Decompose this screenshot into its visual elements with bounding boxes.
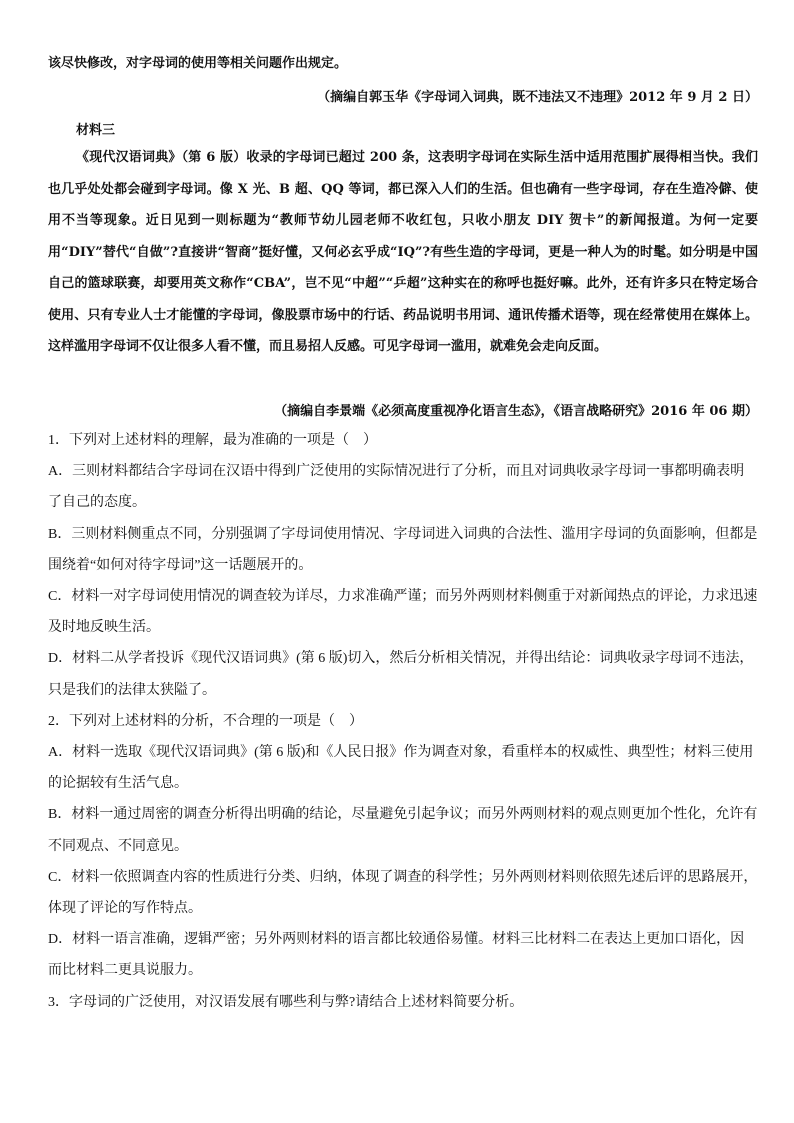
question-1-option-d: D．材料二从学者投诉《现代汉语词典》(第 6 版)切入，然后分析相关情况，并得出结论：词典收录字母词不违法，只是我们的法律太狭隘了。 (48, 651, 754, 698)
source-citation-two: （摘编自郭玉华《字母词入词典，既不违法又不违理》2012 年 9 月 2 日） (317, 90, 758, 105)
question-2-option-c: C．材料一依照调查内容的性质进行分类、归纳，体现了调查的科学性；另外两则材料则依照先述后评的思路展开，体现了评论的写作特点。 (48, 869, 758, 917)
question-1-option-b: B．三则材料侧重点不同，分别强调了字母词使用情况、字母词进入词典的合法性、滥用字母词的负面影响，但都是围绕着“如何对待字母词”这一话题展开的。 (48, 526, 758, 573)
question-1-option-c: C．材料一对字母词使用情况的调查较为详尽，力求准确严谨；而另外两则材料侧重于对新闻热点的评论，力求迅速及时地反映生活。 (48, 589, 758, 636)
continuation-line: 该尽快修改，对字母词的使用等相关问题作出规定。 (48, 56, 348, 71)
question-1-stem: 1．下列对上述材料的理解，最为准确的一项是（ ） (48, 433, 377, 448)
question-2-option-d: D．材料一语言准确，逻辑严密；另外两则材料的语言都比较通俗易懂。材料三比材料二在表达上更加口语化，因而比材料二更具说服力。 (48, 932, 745, 979)
material-three-body: 《现代汉语词典》（第 6 版）收录的字母词已超过 200 条，这表明字母词在实际生活中适用范围扩展得相当快。我们也几乎处处都会碰到字母词。像 X 光、B 超、QQ 等词，都已深入人们的生活。但也确有一些字母词，存在生造冷僻、使用不当等现象。近日见到一则标题为“教师节幼儿园老师不收红包，只收小朋友 DIY 贺卡”的新闻报道。为何一定要用“DIY”替代“自做”?直接讲“智商”挺好懂，又何必玄乎成“IQ”?有些生造的字母词，更是一种人为的时髦。如分明是中国自己的篮球联赛，却要用英文称作“CBA”，岂不见“中超”“乒超”这种实在的称呼也挺好嘛。此外，还有许多只在特定场合使用、只有专业人士才能懂的字母词，像股票市场中的行话、药品说明书用词、通讯传播术语等，现在经常使用在媒体上。这样滥用字母词不仅让很多人看不懂，而且易招人反感。可见字母词一滥用，就难免会走向反面。 (48, 150, 758, 354)
material-three-heading: 材料三 (76, 123, 116, 138)
question-section (48, 425, 758, 1018)
question-2-option-b: B．材料一通过周密的调查分析得出明确的结论，尽量避免引起争议；而另外两则材料的观点则更加个性化，允许有不同观点、不同意见。 (48, 807, 758, 854)
question-2-option-a: A．材料一选取《现代汉语词典》(第 6 版)和《人民日报》作为调查对象，看重样本的权威性、典型性；材料三使用的论据较有生活气息。 (48, 745, 754, 792)
source-citation-three: （摘编自李景端《必须高度重视净化语言生态》，《语言战略研究》2016 年 06 期） (274, 404, 758, 419)
question-3-stem: 3．字母词的广泛使用，对汉语发展有哪些利与弊?请结合上述材料简要分析。 (48, 994, 524, 1010)
question-1-option-a: A．三则材料都结合字母词在汉语中得到广泛使用的实际情况进行了分析，而且对词典收录字母词一事都明确表明了自己的态度。 (48, 464, 745, 511)
question-2-stem: 2．下列对上述材料的分析，不合理的一项是（ ） (48, 713, 363, 729)
